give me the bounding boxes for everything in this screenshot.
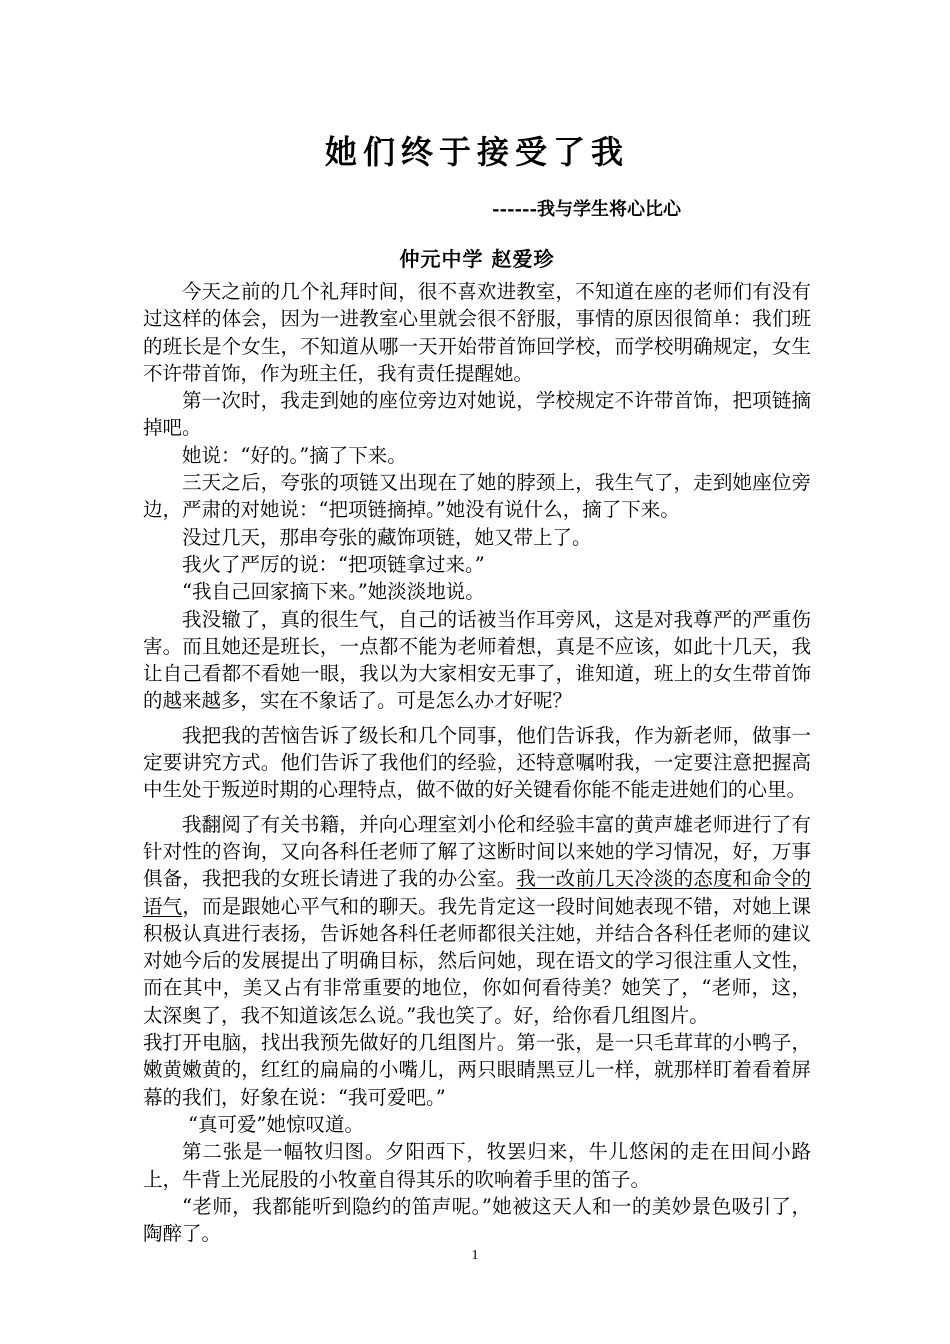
- page-subtitle: ------我与学生将心比心: [492, 199, 681, 220]
- paragraph: 第二张是一幅牧归图。夕阳西下，牧罢归来，牛儿悠闲的走在田间小路上，牛背上光屁股的小牧童自得其乐的吹响着手里的笛子。: [143, 1140, 811, 1191]
- paragraph: 我把我的苦恼告诉了级长和几个同事，他们告诉我，作为新老师，做事一定要讲究方式。他们告诉了我他们的经验，还特意嘱咐我，一定要注意把握高中生处于叛逆时期的心理特点，做不做的好关键看你能不能走进她们的心里。: [143, 723, 811, 802]
- paragraph: “我自己回家摘下来。”她淡淡地说。: [182, 580, 485, 604]
- paragraph-text: ，而是跟她心平气和的聊天。我先肯定这一段时间她表现不错，对她上课积极认真进行表扬，告诉她各科任老师都很关注她，并结合各科任老师的建议对她今后的发展提出了明确目标，然后问她，现在语文的学习很注重人文性，而在其中，美又占有非常重要的地位，你如何看待美？她笑了，“老师，这，太深奥了，我不知道该怎么说。”我也笑了。好，给你看几组图片。: [143, 894, 811, 1027]
- paragraph: 她说：“好的。”摘了下来。: [182, 443, 407, 467]
- page-title: 她们终于接受了我: [324, 133, 629, 171]
- author-line: 仲元中学 赵爱珍: [399, 247, 555, 271]
- paragraph: 我没辙了，真的很生气，自己的话被当作耳旁风，这是对我尊严的严重伤害。而且她还是班长，一点都不能为老师着想，真是不应该，如此十几天，我让自己看都不看她一眼，我以为大家相安无事了，谁知道，班上的女生带首饰的越来越多，实在不象话了。可是怎么办才好呢？: [143, 607, 811, 713]
- paragraph: 我火了严厉的说：“把项链拿过来。”: [182, 552, 485, 576]
- paragraph: 三天之后，夸张的项链又出现在了她的脖颈上，我生气了，走到她座位旁边，严肃的对她说：“把项链摘掉。”她没有说什么，摘了下来。: [143, 471, 811, 522]
- paragraph-text: 我翻阅了有关书籍，并向心理室刘小伦和经验丰富的黄声雄老师进行了有针对性的咨询，又向各科任老师了解了这断时间以来她的学习情况，好，万事俱备，我把我的女班长请进了我的办公室。: [143, 812, 811, 891]
- underlined-text: 我一改前几天冷淡的态度和命令的语气: [143, 867, 811, 918]
- paragraph: 第一次时，我走到她的座位旁边对她说，学校规定不许带首饰，把项链摘掉吧。: [143, 389, 811, 440]
- paragraph: 我打开电脑，找出我预先做好的几组图片。第一张，是一只毛茸茸的小鸭子，嫩黄嫩黄的，红红的扁扁的小嘴儿，两只眼睛黑豆儿一样，就那样盯着看着屏幕的我们，好象在说：“我可爱吧。”: [143, 1031, 811, 1109]
- article-body: [143, 278, 811, 1247]
- paragraph: “老师，我都能听到隐约的笛声呢。”她被这天人和一的美妙景色吸引了，陶醉了。: [143, 1194, 811, 1246]
- paragraph: [143, 811, 811, 1029]
- paragraph: “真可爱”她惊叹道。: [188, 1112, 364, 1136]
- paragraph: 没过几天，那串夸张的藏饰项链，她又带上了。: [182, 525, 592, 549]
- page-number: 1: [471, 1248, 479, 1263]
- paragraph: 今天之前的几个礼拜时间，很不喜欢进教室，不知道在座的老师们有没有过这样的体会，因为一进教室心里就会很不舒服，事情的原因很简单：我们班的班长是个女生，不知道从哪一天开始带首饰回学校，而学校明确规定，女生不许带首饰，作为班主任，我有责任提醒她。: [143, 280, 811, 385]
- document-page: [143, 128, 811, 1247]
